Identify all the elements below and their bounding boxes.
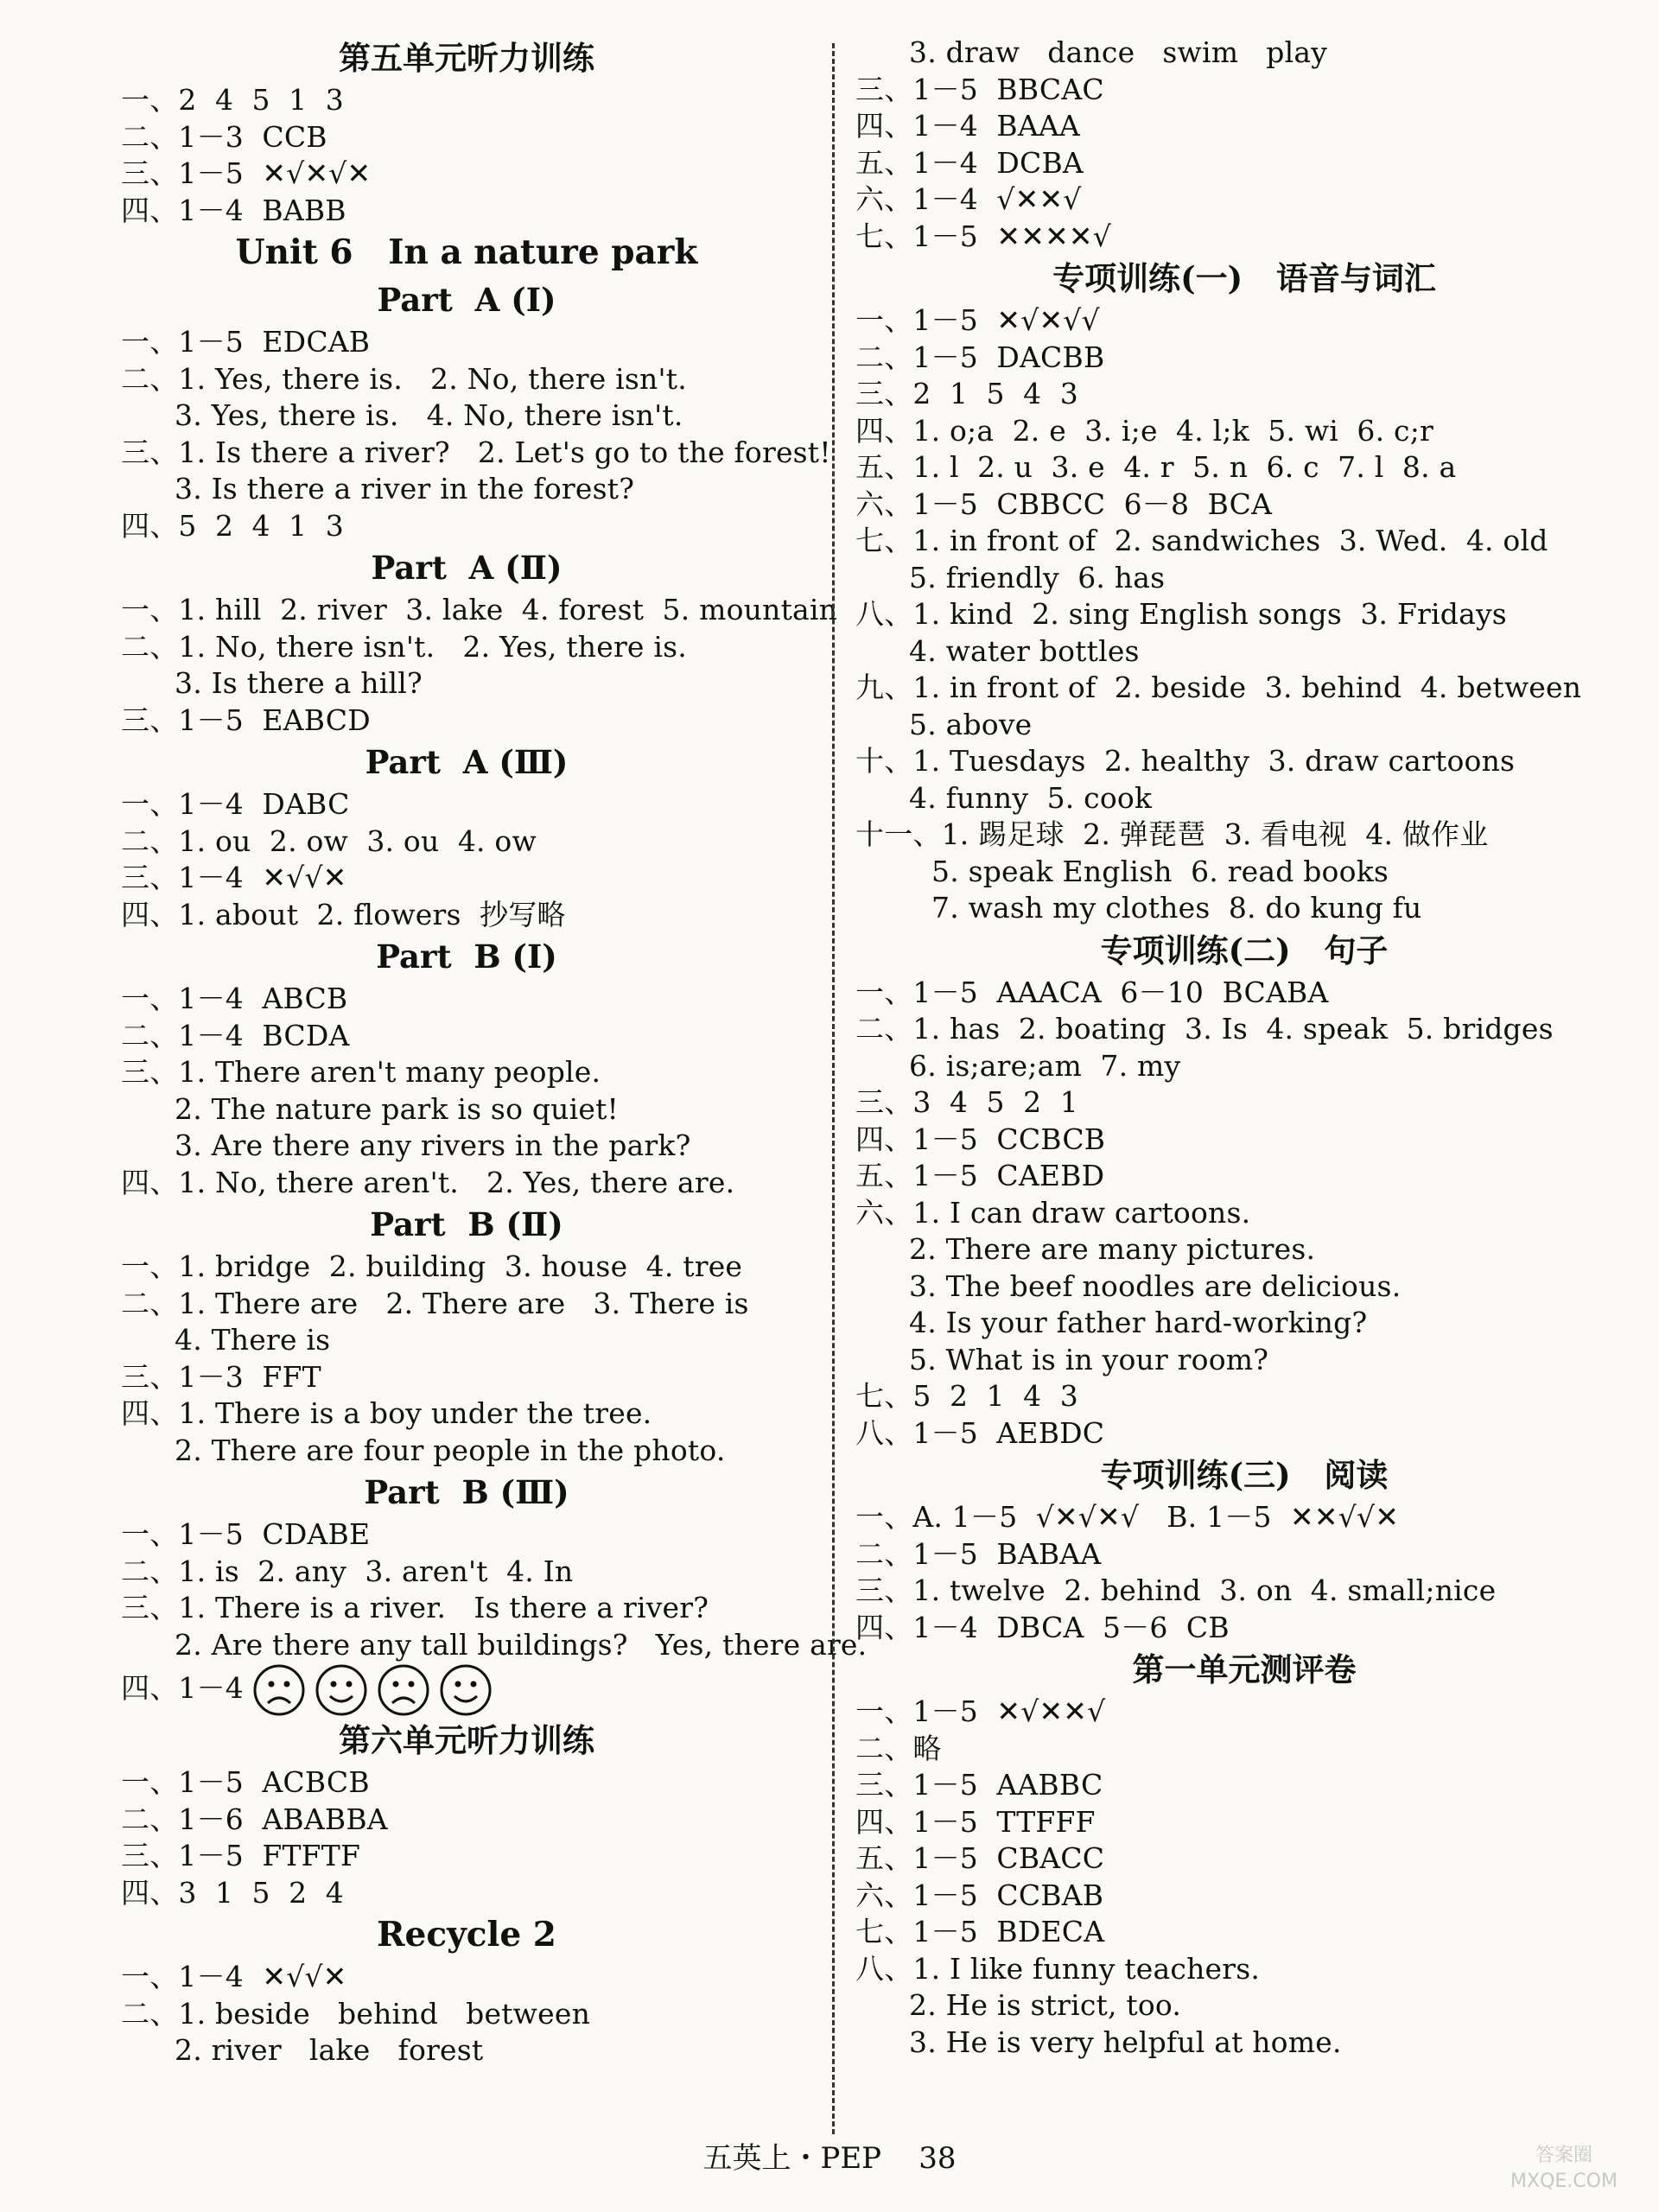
answer-line: 八、1－5 AEBDC <box>855 1415 1105 1450</box>
answer-line: 七、1. in front of 2. sandwiches 3. Wed. 4. old <box>855 524 1548 557</box>
answer-line: 五、1－5 CBACC <box>855 1841 1105 1875</box>
sad-face-icon <box>252 1663 306 1717</box>
answer-line: 六、1. I can draw cartoons. <box>855 1195 1251 1230</box>
answer-line: 6. is;are;am 7. my <box>909 1048 1181 1083</box>
answer-line: 五、1－5 CAEBD <box>855 1159 1105 1192</box>
happy-face-icon <box>439 1663 493 1717</box>
answer-line: 2. There are four people in the photo. <box>175 1433 726 1467</box>
answer-line: 2. Are there any tall buildings? Yes, there are. <box>175 1627 868 1662</box>
section-heading: Part A (Ⅰ) <box>377 281 556 319</box>
answer-line: 2. There are many pictures. <box>909 1232 1316 1266</box>
happy-face-icon <box>315 1663 368 1717</box>
answer-line: 5. speak English 6. read books <box>931 854 1389 888</box>
section-heading: 专项训练(三) 阅读 <box>1100 1456 1389 1494</box>
answer-line: 八、1. I like funny teachers. <box>855 1951 1261 1986</box>
answer-line: 3. He is very helpful at home. <box>909 2024 1342 2059</box>
answer-line: 三、1. There aren't many people. <box>121 1055 601 1089</box>
answer-line: 二、1. beside behind between <box>121 1996 591 2031</box>
answer-line: 三、1. There is a river. Is there a river? <box>121 1591 709 1624</box>
answer-line: 四、1. No, there aren't. 2. Yes, there are. <box>121 1165 735 1199</box>
answer-line: 四、1－5 TTFFF <box>855 1804 1096 1839</box>
answer-line: 六、1－5 CCBAB <box>855 1878 1104 1912</box>
section-heading: Unit 6 In a nature park <box>235 232 698 272</box>
answer-line: 一、1－4 ABCB <box>121 982 348 1015</box>
section-heading: Part A (Ⅲ) <box>365 743 569 781</box>
answer-line: 四、1. o;a 2. e 3. i;e 4. l;k 5. wi 6. c;r <box>855 413 1433 448</box>
watermark-line-1: 答案圈 <box>1535 2145 1592 2166</box>
answer-line: 三、1. twelve 2. behind 3. on 4. small;nice <box>855 1573 1497 1607</box>
answer-line-faces <box>121 1663 812 1717</box>
right-column <box>855 35 1633 2061</box>
watermark-line-2: MXQE.COM <box>1510 2171 1618 2192</box>
answer-line: 五、1. l 2. u 3. e 4. r 5. n 6. c 7. l 8. a <box>855 450 1457 484</box>
section-heading: Part A (Ⅱ) <box>371 549 563 587</box>
answer-line: 一、1－5 CDABE <box>121 1517 371 1551</box>
answer-line: 二、1. There are 2. There are 3. There is <box>121 1286 749 1320</box>
section-heading: 第一单元测评卷 <box>1132 1650 1357 1688</box>
face-answers <box>252 1663 493 1717</box>
answer-line: 7. wash my clothes 8. do kung fu <box>931 891 1422 925</box>
answer-line: 二、1－3 CCB <box>121 119 327 154</box>
answer-line: 三、1－5 ✕√✕√✕ <box>121 156 372 190</box>
answer-line: 二、1. No, there isn't. 2. Yes, there is. <box>121 629 687 664</box>
sad-face-icon <box>377 1663 430 1717</box>
answer-line: 3. Is there a river in the forest? <box>175 472 635 505</box>
answer-line: 2. river lake forest <box>175 2033 484 2067</box>
answer-line: 三、1－3 FFT <box>121 1359 321 1394</box>
answer-line: 四、1－4 BABB <box>121 193 346 227</box>
answer-line: 3. draw dance swim play <box>909 35 1328 69</box>
answer-line: 三、3 4 5 2 1 <box>855 1085 1078 1119</box>
answer-line: 3. Yes, there is. 4. No, there isn't. <box>175 398 683 432</box>
section-heading: 第五单元听力训练 <box>339 39 594 77</box>
answer-line: 三、2 1 5 4 3 <box>855 377 1078 410</box>
answer-line: 4. funny 5. cook <box>909 780 1153 815</box>
answer-line: 二、1. Yes, there is. 2. No, there isn't. <box>121 361 687 396</box>
answer-line: 一、1－5 ✕√✕√√ <box>855 303 1100 337</box>
section-heading: 第六单元听力训练 <box>339 1721 594 1759</box>
answer-line: 七、1－5 BDECA <box>855 1915 1105 1948</box>
answer-line: 三、1－5 BBCAC <box>855 72 1104 106</box>
answer-line: 二、1. ou 2. ow 3. ou 4. ow <box>121 823 537 858</box>
answer-line: 二、略 <box>855 1731 942 1765</box>
answer-line: 5. above <box>909 707 1033 741</box>
answer-line: 二、1. is 2. any 3. aren't 4. In <box>121 1554 574 1588</box>
answer-line: 一、1－5 ACBCB <box>121 1765 370 1799</box>
answer-line: 三、1. Is there a river? 2. Let's go to the forest! <box>121 435 831 469</box>
section-heading: 专项训练(二) 句子 <box>1100 931 1389 969</box>
answer-line: 4. There is <box>175 1323 331 1357</box>
answer-line: 4. water bottles <box>909 633 1140 668</box>
answer-line: 二、1. has 2. boating 3. Is 4. speak 5. bridges <box>855 1012 1554 1046</box>
answer-line: 一、1－5 EDCAB <box>121 325 371 359</box>
answer-line: 四、5 2 4 1 3 <box>121 508 344 543</box>
answer-line: 五、1－4 DCBA <box>855 145 1084 180</box>
answer-line: 4. Is your father hard-working? <box>909 1306 1368 1339</box>
answer-line: 十、1. Tuesdays 2. healthy 3. draw cartoons <box>855 744 1516 778</box>
answer-line: 三、1－5 FTFTF <box>121 1839 361 1872</box>
answer-line: 2. He is strict, too. <box>909 1988 1182 2022</box>
answer-line: 三、1－4 ✕√√✕ <box>121 861 347 894</box>
answer-line: 一、A. 1－5 √✕√✕√ B. 1－5 ✕✕√√✕ <box>855 1500 1400 1534</box>
answer-line: 二、1－6 ABABBA <box>121 1802 388 1836</box>
answer-line: 三、1－5 EABCD <box>121 702 371 737</box>
answer-line: 一、1. hill 2. river 3. lake 4. forest 5. mountain <box>121 593 838 626</box>
answer-line: 一、2 4 5 1 3 <box>121 83 344 117</box>
answer-line: 四、3 1 5 2 4 <box>121 1875 344 1910</box>
answer-line: 3. Is there a hill? <box>175 666 423 700</box>
section-heading: Recycle 2 <box>377 1915 556 1955</box>
section-heading: Part B (Ⅲ) <box>364 1473 569 1511</box>
answer-line: 一、1－5 ✕√✕✕√ <box>855 1694 1106 1728</box>
answer-line: 八、1. kind 2. sing English songs 3. Fridays <box>855 597 1507 631</box>
answer-line: 三、1－5 AABBC <box>855 1768 1103 1802</box>
answer-line: 四、1. about 2. flowers 抄写略 <box>121 897 566 931</box>
answer-line: 5. friendly 6. has <box>909 560 1166 594</box>
answer-line: 2. The nature park is so quiet! <box>175 1091 620 1126</box>
answer-line: 六、1－4 √✕✕√ <box>855 182 1082 216</box>
answer-line: 九、1. in front of 2. beside 3. behind 4. between <box>855 671 1582 704</box>
answer-line: 七、5 2 1 4 3 <box>855 1379 1078 1413</box>
answer-line: 一、1－5 AAACA 6－10 BCABA <box>855 975 1329 1009</box>
answer-line: 四、1－4 BAAA <box>855 109 1080 143</box>
answer-line: 一、1－4 ✕√√✕ <box>121 1960 347 1993</box>
watermark-logo <box>1486 2143 1642 2203</box>
answer-line: 二、1－5 DACBB <box>855 340 1105 374</box>
answer-line: 3. Are there any rivers in the park? <box>175 1128 691 1162</box>
answer-line: 十一、1. 踢足球 2. 弹琵琶 3. 看电视 4. 做作业 <box>855 817 1489 851</box>
answer-line: 四、1－4 DBCA 5－6 CB <box>855 1610 1230 1644</box>
answer-label: 四、1－4 <box>121 1671 244 1705</box>
page-footer: 五英上・PEP 38 <box>702 2141 957 2176</box>
column-divider <box>832 43 835 2134</box>
answer-line: 二、1－5 BABAA <box>855 1536 1102 1571</box>
section-heading: Part B (Ⅰ) <box>376 938 557 976</box>
answer-line: 一、1－4 DABC <box>121 787 350 821</box>
answer-line: 四、1. There is a boy under the tree. <box>121 1396 652 1430</box>
answer-line: 二、1－4 BCDA <box>121 1018 350 1052</box>
answer-line: 5. What is in your room? <box>909 1342 1269 1376</box>
answer-line: 四、1－5 CCBCB <box>855 1122 1106 1156</box>
answer-line: 3. The beef noodles are delicious. <box>909 1268 1402 1303</box>
section-heading: Part B (Ⅱ) <box>370 1205 563 1243</box>
answer-line: 六、1－5 CBBCC 6－8 BCA <box>855 486 1273 521</box>
left-column <box>121 35 868 2069</box>
answer-line: 七、1－5 ✕✕✕✕√ <box>855 219 1112 253</box>
section-heading: 专项训练(一) 语音与词汇 <box>1052 259 1436 297</box>
answer-line: 一、1. bridge 2. building 3. house 4. tree <box>121 1249 743 1283</box>
